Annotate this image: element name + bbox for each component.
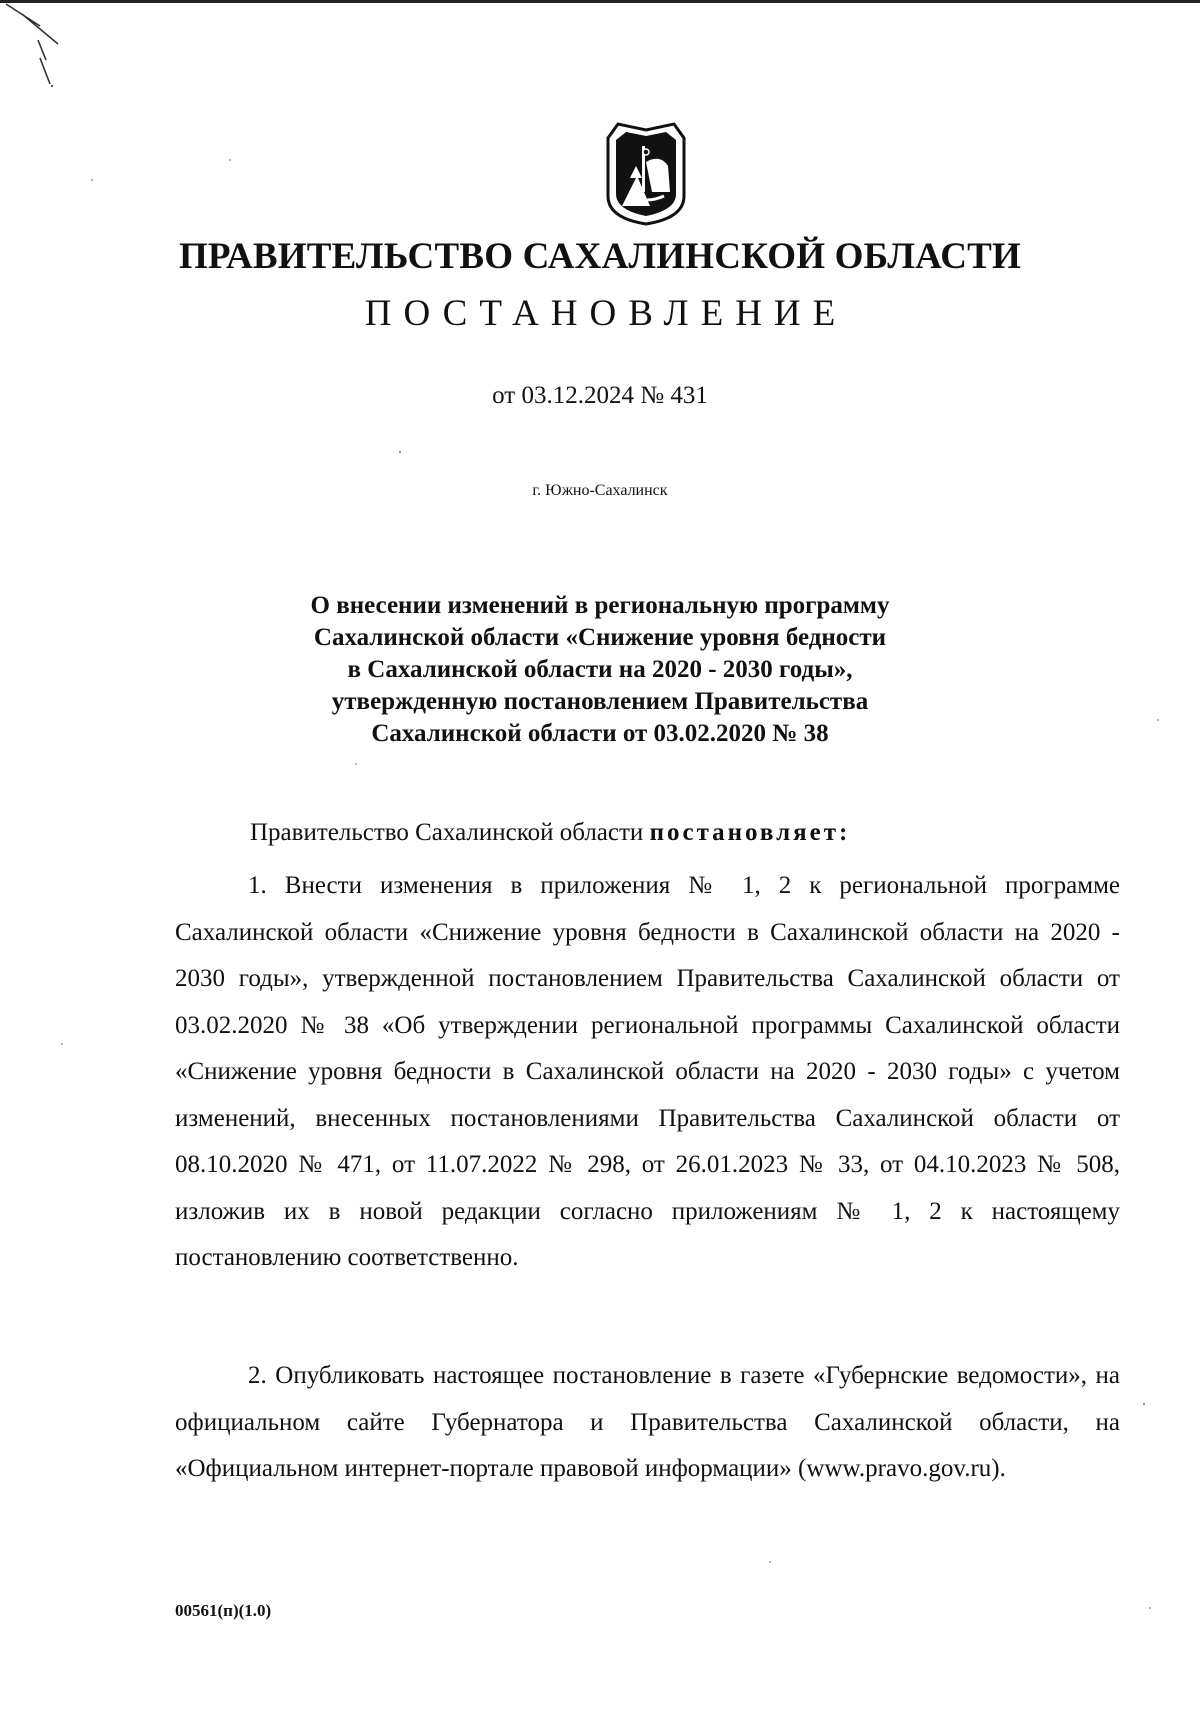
document-subject xyxy=(250,590,950,750)
document-city: г. Южно-Сахалинск xyxy=(532,482,668,499)
scan-top-edge xyxy=(0,0,1200,3)
form-code: 00561(п)(1.0) xyxy=(175,1601,272,1620)
document-date-number: от 03.12.2024 № 431 xyxy=(492,382,708,409)
subject-line: утвержденную постановлением Правительства xyxy=(331,688,869,715)
preamble-text: Правительство Сахалинской области xyxy=(250,819,650,846)
preamble-resolves: постановляет: xyxy=(649,819,851,846)
paragraph-2: 2. Опубликовать настоящее постановление в газете «Губернские ведомости», на официальном сайте Губернатора и Правительства Сахалинской области, на «Официальном интернет-портале правовой информации» (www.pravo.gov.ru). xyxy=(175,1362,1120,1482)
paragraph-1: 1. Внести изменения в приложения № 1, 2 к региональной программе Сахалинской области «Снижение уровня бедности в Сахалинской области на 2020 - 2030 годы», утвержденной постановлением Правительства Сахалинской области от 03.02.2020 № 38 «Об утверждении региональной программы Сахалинской области «Снижение уровня бедности в Сахалинской области на 2020 - 2030 годы» с учетом изменений, внесенных постановлениями Правительства Сахалинской области от 08.10.2020 № 471, от 11.07.2022 № 298, от 26.01.2023 № 33, от 04.10.2023 № 508, изложив их в новой редакции согласно приложениям № 1, 2 к настоящему постановлению соответственно. xyxy=(175,872,1120,1271)
subject-line: в Сахалинской области на 2020 - 2030 годы», xyxy=(347,656,853,683)
subject-line: О внесении изменений в региональную программу xyxy=(310,592,890,619)
government-title: ПРАВИТЕЛЬСТВО САХАЛИНСКОЙ ОБЛАСТИ xyxy=(178,236,1022,277)
subject-line: Сахалинской области от 03.02.2020 № 38 xyxy=(371,720,829,747)
subject-line: Сахалинской области «Снижение уровня бедности xyxy=(313,624,887,651)
document-type: ПОСТАНОВЛЕНИЕ xyxy=(364,293,848,334)
sakhalin-coat-of-arms-icon xyxy=(602,122,690,226)
preamble xyxy=(250,816,1100,850)
